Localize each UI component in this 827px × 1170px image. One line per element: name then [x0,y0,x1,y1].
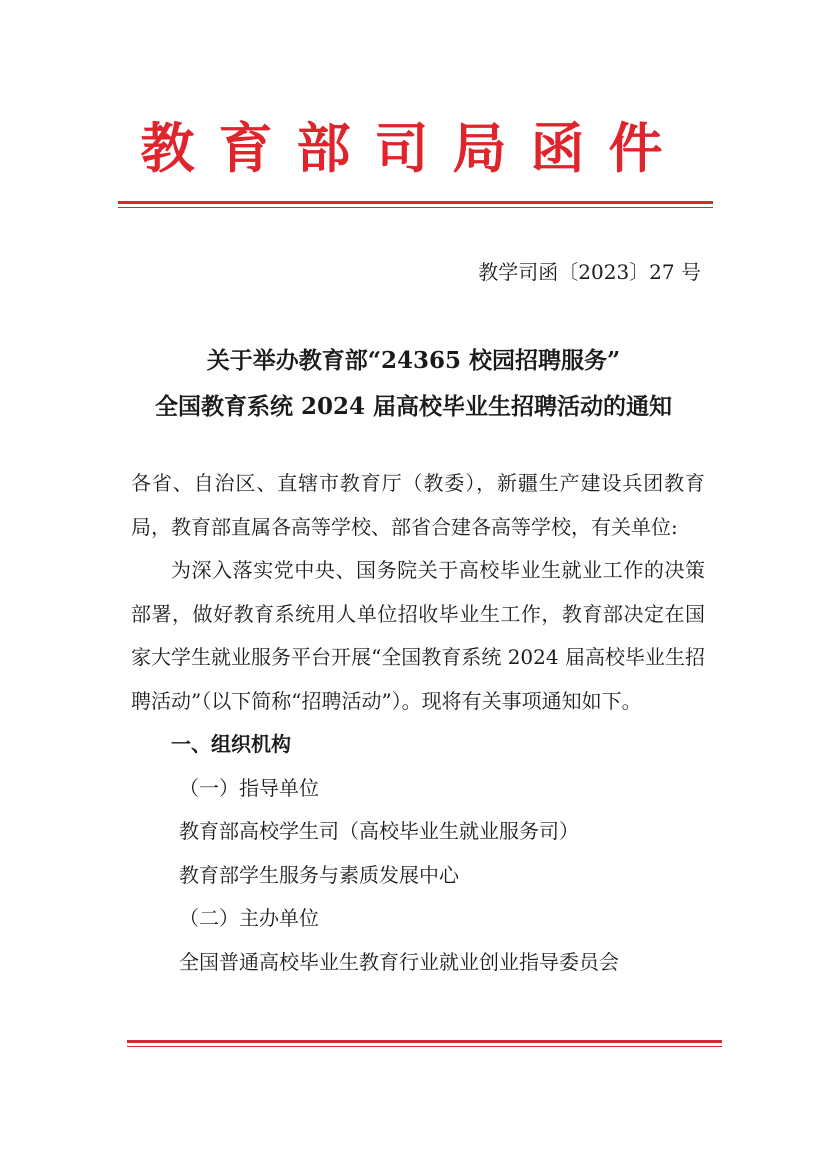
document-number: 教学司函〔2023〕27 号 [478,260,701,284]
subsection-host-units: （二）主办单位 [179,906,319,930]
guiding-unit-item: 教育部高校学生司（高校毕业生就业服务司） [179,819,579,843]
guiding-unit-item: 教育部学生服务与素质发展中心 [179,862,459,887]
notice-title [0,338,827,430]
letterhead-rule-thick [118,201,713,204]
addressee-paragraph: 各省、自治区、直辖市教育厅（教委），新疆生产建设兵团教育局，教育部直属各高等学校、部省合建各高等学校，有关单位: [131,471,705,539]
footer-rule-thick [127,1040,722,1043]
footer-rule-thin [127,1046,722,1047]
intro-paragraph: 为深入落实党中央、国务院关于高校毕业生就业工作的决策部署，做好教育系统用人单位招收毕业生工作，教育部决定在国家大学生就业服务平台开展“全国教育系统 2024 届高校毕业生招聘活动”（以下简称“招聘活动”）。现将有关事项通知如下。 [131,558,705,713]
letterhead-title: 教育部司局函件 [140,116,687,180]
notice-title-line-2: 全国教育系统 2024 届高校毕业生招聘活动的通知 [154,393,673,420]
section-heading-organization: 一、组织机构 [171,732,291,756]
notice-title-line-1: 关于举办教育部“24365 校园招聘服务” [206,347,621,374]
notice-body [131,462,705,984]
host-unit-item: 全国普通高校毕业生教育行业就业创业指导委员会 [179,949,619,974]
subsection-guiding-units: （一）指导单位 [179,775,319,800]
letterhead-rule-thin [118,207,713,208]
